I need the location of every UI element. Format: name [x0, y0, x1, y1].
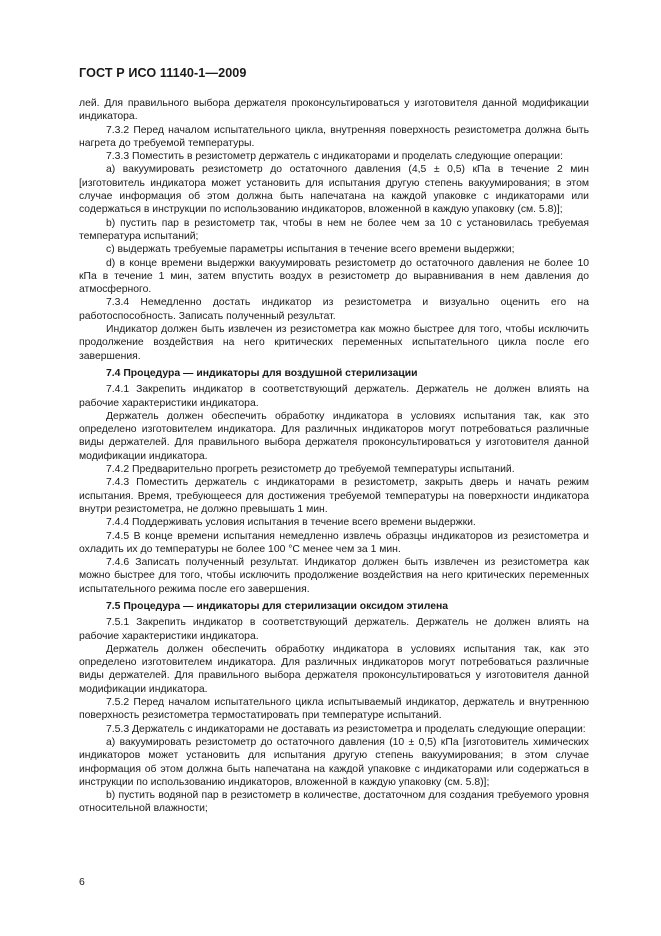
list-item-c: c) выдержать требуемые параметры испытания в течение всего времени выдержки;	[106, 244, 515, 256]
clause-7-4-6: 7.4.6 Записать полученный результат. Индикатор должен быть извлечен из резистометра как можно быстрее для того, чтобы исключить продолжение воздействия на него критических переменных испытательного режима после его завершения.	[79, 557, 589, 595]
paragraph: Индикатор должен быть извлечен из резистометра как можно быстрее для того, чтобы исключить продолжение воздействия на него критических переменных испытательного цикла после его завершения.	[79, 324, 589, 362]
paragraph: Держатель должен обеспечить обработку индикатора в условиях испытания так, как это определено изготовителем индикатора. Для различных индикаторов могут потребоваться различные виды держателей. Для правильного выбора держателя проконсультироваться у изготовителя данной модификации индикатора.	[79, 643, 589, 695]
paragraph: лей. Для правильного выбора держателя проконсультироваться у изготовителя данной модификации индикатора.	[79, 98, 589, 123]
list-item-a: a) вакуумировать резистометр до остаточного давления (4,5 ± 0,5) кПа в течение 2 мин [изготовитель индикатора может установить для испытания другую степень вакуумирования; в этом случае информация об этом должна быть напечатана на каждой упаковке с индикаторами или содержаться в инструкции по использованию индикаторов, вложенной в каждую упаковку (см. 5.8)];	[79, 164, 589, 216]
section-heading-7-4: 7.4 Процедура — индикаторы для воздушной стерилизации	[106, 367, 418, 379]
page-number: 6	[79, 877, 85, 888]
clause-7-5-2: 7.5.2 Перед началом испытательного цикла испытываемый индикатор, держатель и внутреннюю поверхность резистометра термостатировать при температуре испытаний.	[79, 697, 589, 722]
clause-7-5-1: 7.5.1 Закрепить индикатор в соответствующий держатель. Держатель не должен влиять на рабочие характеристики индикатора.	[79, 617, 589, 642]
list-item-b: b) пустить водяной пар в резистометр в количестве, достаточном для создания требуемого уровня относительной влажности;	[79, 790, 589, 815]
clause-7-4-2: 7.4.2 Предварительно прогреть резистометр до требуемой температуры испытаний.	[106, 464, 515, 476]
clause-7-4-1: 7.4.1 Закрепить индикатор в соответствующий держатель. Держатель не должен влиять на рабочие характеристики индикатора.	[79, 384, 589, 409]
clause-7-4-4: 7.4.4 Поддерживать условия испытания в течение всего времени выдержки.	[106, 517, 476, 529]
paragraph: Держатель должен обеспечить обработку индикатора в условиях испытания так, как это определено изготовителем индикатора. Для различных индикаторов могут потребоваться различные виды держателей. Для правильного выбора держателя проконсультироваться у изготовителя данной модификации индикатора.	[79, 410, 589, 462]
list-item-d: d) в конце времени выдержки вакуумировать резистометр до остаточного давления не более 10 кПа в течение 1 мин, затем впустить воздух в резистометр до выравнивания в нем давления до атмосферного.	[79, 257, 589, 296]
clause-7-5-3: 7.5.3 Держатель с индикаторами не доставать из резистометра и проделать следующие операции:	[106, 723, 586, 735]
document-body	[79, 97, 589, 816]
clause-7-3-3: 7.3.3 Поместить в резистометр держатель с индикаторами и проделать следующие операции:	[106, 151, 563, 163]
list-item-b: b) пустить пар в резистометр так, чтобы в нем не более чем за 10 с установилась требуемая температура испытаний;	[79, 217, 589, 242]
document-header: ГОСТ Р ИСО 11140-1—2009	[79, 66, 247, 80]
clause-7-3-4: 7.3.4 Немедленно достать индикатор из резистометра и визуально оценить его на работоспособность. Записать полученный результат.	[79, 297, 589, 322]
section-heading-7-5: 7.5 Процедура — индикаторы для стерилизации оксидом этилена	[106, 600, 449, 612]
list-item-a: a) вакуумировать резистометр до остаточного давления (10 ± 0,5) кПа [изготовитель химических индикаторов может установить для испытания другую степень вакуумирования; в этом случае информация об этом должна быть напечатана на каждой упаковке с индикаторами или содержаться в инструкции по использованию индикаторов, вложенной в каждую упаковку (см. 5.8)];	[79, 736, 589, 788]
clause-7-3-2: 7.3.2 Перед началом испытательного цикла, внутренняя поверхность резистометра должна быть нагрета до требуемой температуры.	[79, 124, 589, 149]
clause-7-4-5: 7.4.5 В конце времени испытания немедленно извлечь образцы индикаторов из резистометра и охладить их до температуры не более 100 °С менее чем за 1 мин.	[79, 530, 589, 555]
clause-7-4-3: 7.4.3 Поместить держатель с индикаторами в резистометр, закрыть дверь и начать режим испытания. Время, требующееся для достижения требуемой температуры на поверхности индикатора внутри резистометра, не должно превышать 1 мин.	[79, 477, 589, 515]
